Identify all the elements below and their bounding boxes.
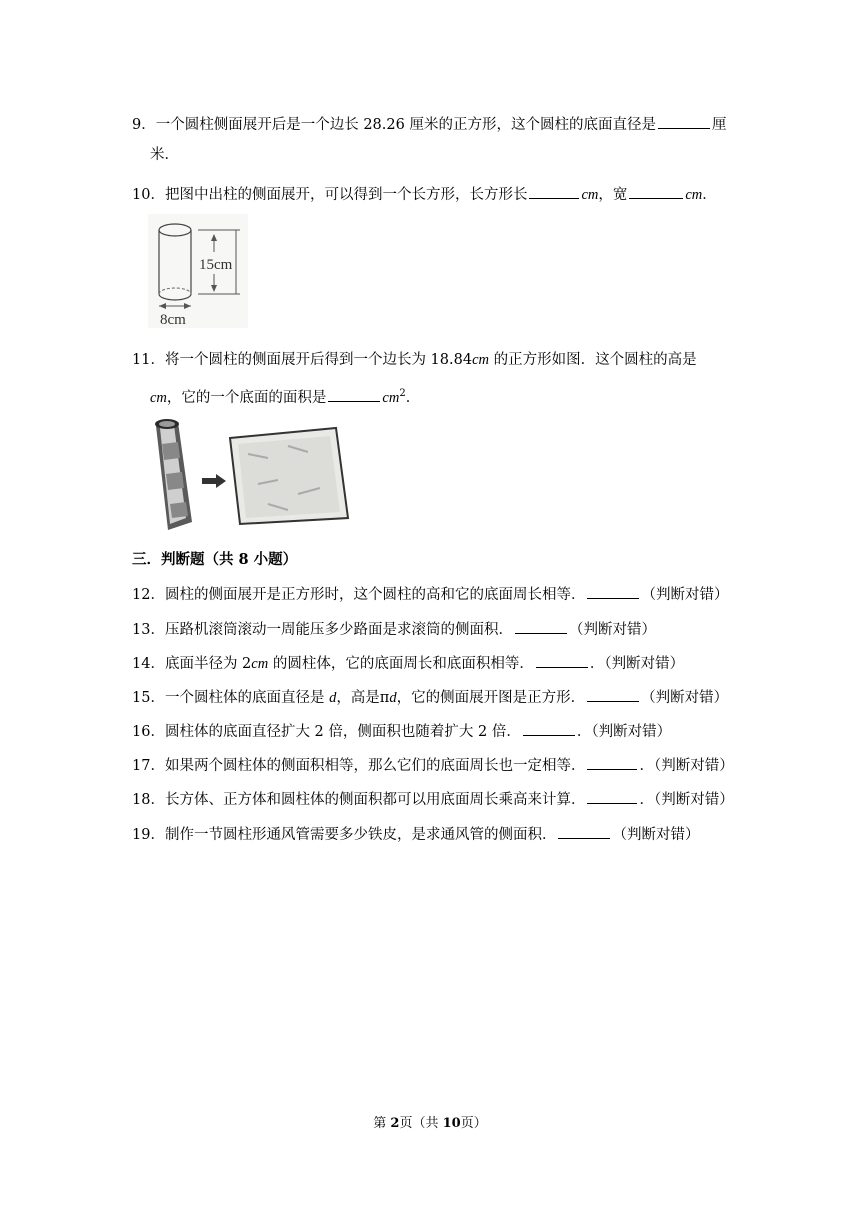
answer-blank[interactable]	[587, 789, 637, 804]
question-15: 15．一个圆柱体的底面直径是 d，高是πd，它的侧面展开图是正方形． （判断对错）	[132, 687, 728, 708]
question-14: 14．底面半径为 2cm 的圆柱体，它的底面周长和底面积相等． ．（判断对错）	[132, 653, 684, 674]
unrolled-square	[230, 428, 348, 524]
answer-blank[interactable]	[587, 755, 637, 770]
answer-blank[interactable]	[658, 114, 710, 129]
question-12: 12．圆柱的侧面展开是正方形时，这个圆柱的高和它的底面周长相等． （判断对错）	[132, 584, 728, 605]
question-13: 13．压路机滚筒滚动一周能压多少路面是求滚筒的侧面积． （判断对错）	[132, 619, 656, 640]
question-17: 17．如果两个圆柱体的侧面积相等，那么它们的底面周长也一定相等． ．（判断对错）	[132, 755, 734, 776]
question-9-line-1: 9．一个圆柱侧面展开后是一个边长 28.26 厘米的正方形，这个圆柱的底面直径是 厘	[132, 114, 726, 135]
page-footer: 第 2页（共 10页）	[373, 1116, 487, 1131]
question-18: 18．长方体、正方体和圆柱体的侧面积都可以用底面周长乘高来计算． ．（判断对错）	[132, 789, 734, 810]
section-3-title: 三．判断题（共 8 小题）	[132, 551, 298, 568]
answer-blank[interactable]	[328, 387, 380, 402]
answer-blank[interactable]	[536, 653, 588, 668]
height-label: 15cm	[199, 257, 233, 273]
cylinder-figure	[148, 214, 248, 328]
unrolled-square-figure	[148, 414, 358, 534]
question-10: 10．把图中出柱的侧面展开，可以得到一个长方形，长方形长 cm，宽 cm．	[132, 184, 717, 205]
answer-blank[interactable]	[558, 824, 610, 839]
question-19: 19．制作一节圆柱形通风管需要多少铁皮，是求通风管的侧面积． （判断对错）	[132, 824, 699, 845]
answer-blank[interactable]	[587, 687, 639, 702]
question-9-line-2: 米．	[150, 147, 179, 163]
width-label: 8cm	[160, 312, 186, 328]
question-16: 16．圆柱体的底面直径扩大 2 倍，侧面积也随着扩大 2 倍． ．（判断对错）	[132, 721, 671, 742]
answer-blank[interactable]	[629, 184, 683, 199]
answer-blank[interactable]	[523, 721, 575, 736]
answer-blank[interactable]	[515, 619, 567, 634]
answer-blank[interactable]	[529, 184, 579, 199]
answer-blank[interactable]	[587, 584, 639, 599]
question-11-line-1: 11．将一个圆柱的侧面展开后得到一个边长为 18.84cm 的正方形如图．这个圆柱的高是	[132, 352, 697, 368]
question-11-line-2: cm，它的一个底面的面积是 $cm^2$．	[150, 388, 421, 406]
